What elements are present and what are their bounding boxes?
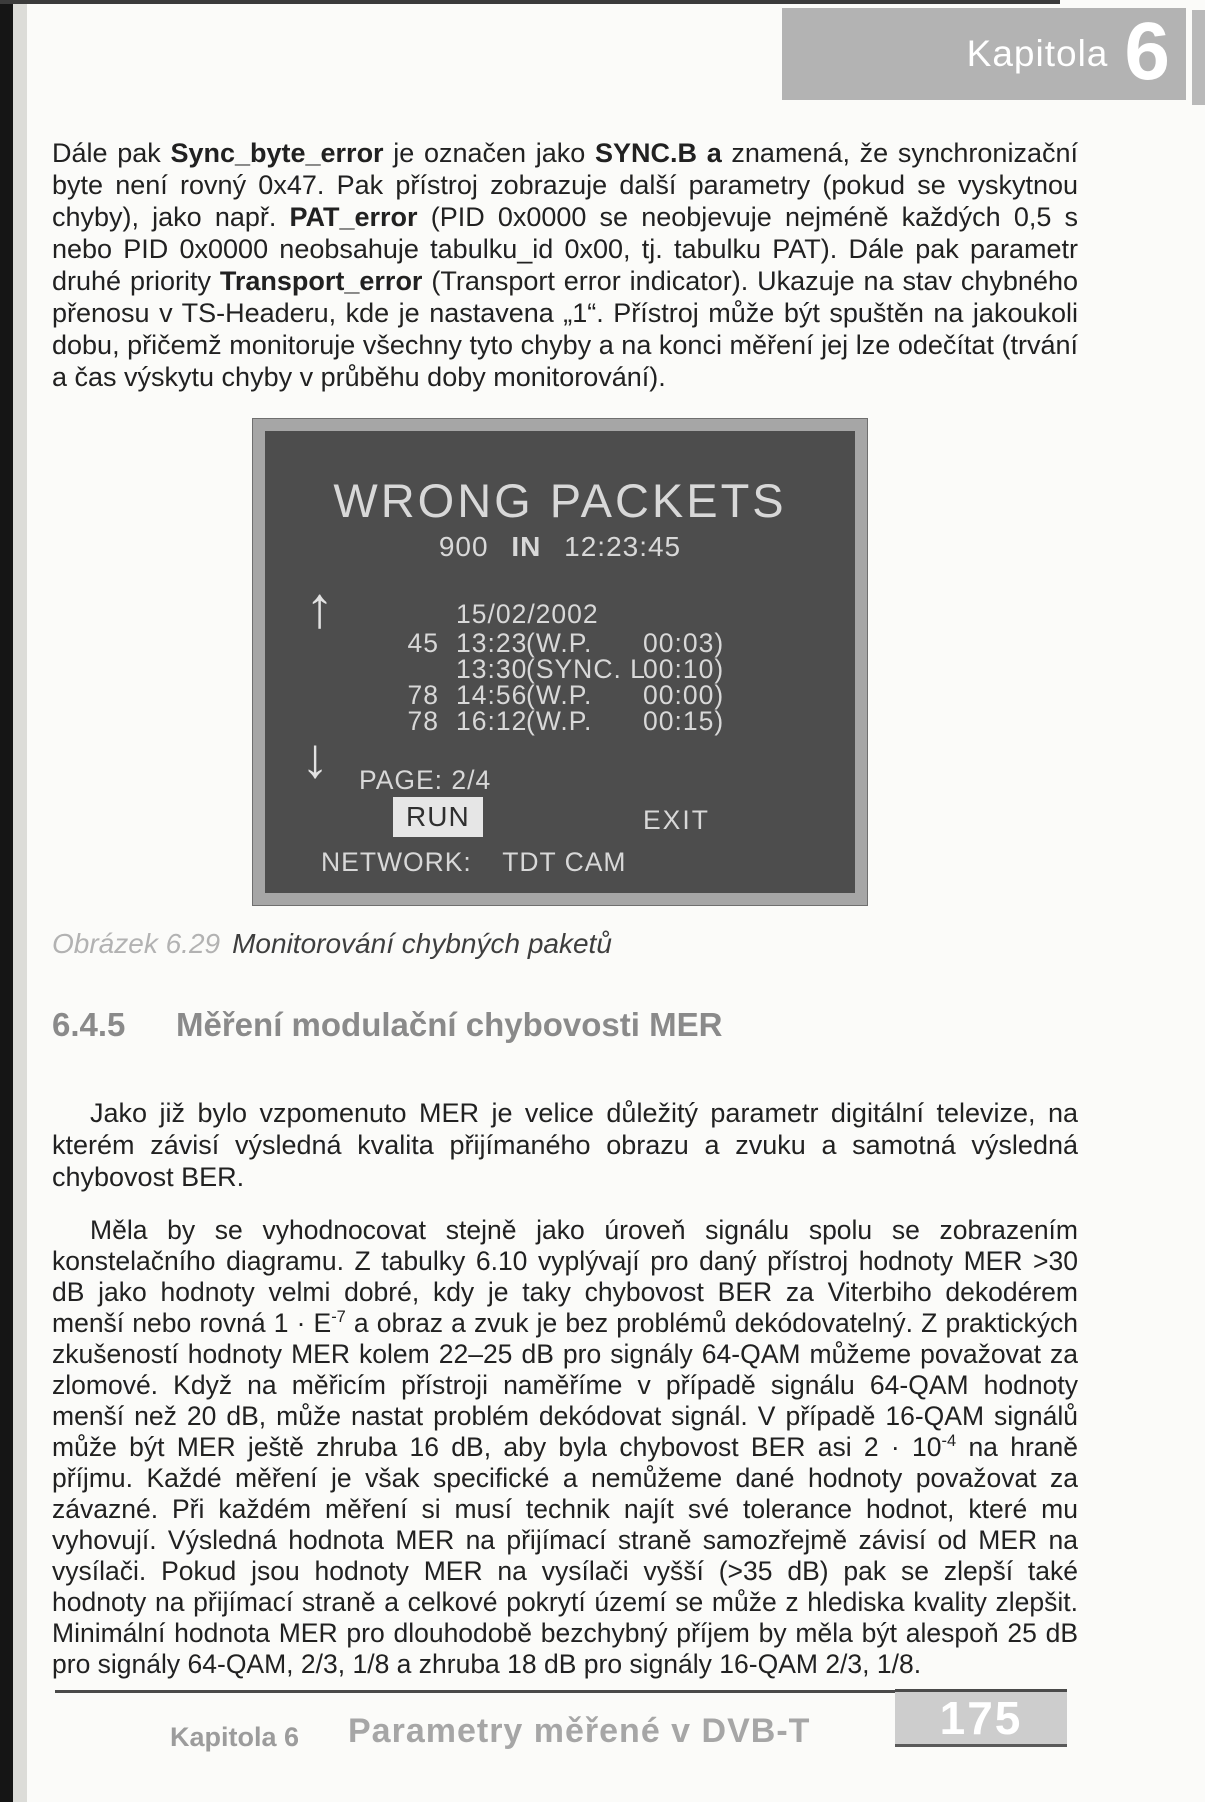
figure-caption	[52, 928, 612, 960]
device-screenshot-frame	[252, 418, 868, 906]
network-label: NETWORK:	[321, 847, 472, 877]
chapter-badge	[782, 8, 1186, 100]
up-arrow-icon: ↑	[305, 575, 334, 640]
packet-counter-line	[265, 531, 855, 563]
scan-edge-left-bar	[0, 0, 13, 1802]
row-count: 78	[407, 706, 439, 736]
section-number: 6.4.5	[52, 1006, 126, 1043]
screen-title: WRONG PACKETS	[333, 474, 787, 527]
figure-caption-text: Monitorování chybných paketů	[232, 928, 612, 959]
down-arrow-icon: ↓	[301, 726, 329, 789]
row-duration: 00:10)	[643, 654, 725, 684]
device-screen	[265, 431, 855, 893]
row-time: 13:23	[456, 628, 528, 658]
row-time: 16:12	[456, 706, 528, 736]
packet-row	[265, 628, 855, 656]
row-event: (SYNC. L	[526, 654, 646, 684]
row-duration: 00:03)	[643, 628, 725, 658]
chapter-badge-strip	[1192, 10, 1205, 105]
chapter-badge-label: Kapitola	[966, 33, 1109, 74]
packet-row	[265, 706, 855, 734]
row-time: 14:56	[456, 680, 528, 710]
page-indicator: PAGE: 2/4	[359, 765, 492, 795]
packet-row	[265, 680, 855, 708]
mer-body-paragraph: Měla by se vyhodnocovat stejně jako úroveň signálu spolu se zobrazením konstelačního diagramu. Z tabulky 6.10 vyplývají pro daný přístroj hodnoty MER >30 dB jako hodnoty velmi dobré, kdy je taky chybovost BER za Viterbiho dekodérem menší nebo rovná $1 \cdot E^{-7}$ a obraz a zvuk je bez problémů dekódovatelný. Z praktických zkušeností hodnoty MER kolem 22–25 dB pro signály 64-QAM můžeme považovat za zlomové. Když na měřicím přístroji naměříme v případě signálu 64-QAM hodnoty menší než 20 dB, může nastat problém dekódovat signál. V případě 16-QAM signálů může být MER ještě zhruba 16 dB, aby byla chybovost BER asi $2 \cdot 10^{-4}$ na hraně příjmu. Každé měření je však specifické a nemůžeme dané hodnoty považovat za závazné. Při každém měření si musí technik najít své tolerance hodnot, které mu vyhovují. Výsledná hodnota MER na přijímací straně samozřejmě závisí od MER na vysílači. Pokud jsou hodnoty MER na vysílači vyšší (>35 dB) pak se zlepší také hodnoty na přijímací straně a celkové pokrytí území se může z hlediska kvality zlepšit. Minimální hodnota MER pro dlouhodobě bezchybný příjem by měla být alespoň 25 dB pro signály 64-QAM, 2/3, 1/8 a zhruba 18 dB pro signály 16-QAM 2/3, 1/8.	[52, 1214, 1078, 1679]
counter-time: 12:23:45	[564, 531, 682, 562]
chapter-badge-number: 6	[1124, 6, 1170, 97]
scan-edge-top-line	[0, 0, 1060, 4]
intro-paragraph: Dále pak Sync_byte_error je označen jako SYNC.B a znamená, že synchronizační byte není rovný 0x47. Pak přístroj zobrazuje další parametry (pokud se vyskytnou chyby), jako např. PAT_error (PID 0x0000 se neobjevuje nejméně každých 0,5 s nebo PID 0x0000 neobsahuje tabulku_id 0x00, tj. tabulku PAT). Dále pak parametr druhé priority Transport_error (Transport error indicator). Ukazuje na stav chybného přenosu v TS-Headeru, kde je nastavena „1“. Přístroj může být spuštěn na jakoukoli dobu, přičemž monitoruje všechny tyto chyby a na konci měření jej lze odečítat (trvání a čas výskytu chyby v průběhu doby monitorování).	[52, 138, 1079, 392]
row-duration: 00:15)	[643, 706, 725, 736]
mer-intro-paragraph: Jako již bylo vzpomenuto MER je velice důležitý parametr digitální televize, na kterém závisí výsledná kvalita přijímaného obrazu a zvuku a samotná výsledná chybovost BER.	[52, 1098, 1078, 1192]
row-event: (W.P.	[526, 706, 593, 736]
packet-count: 900	[438, 531, 489, 562]
page-number-badge	[895, 1689, 1067, 1747]
page-number: 175	[939, 1692, 1023, 1744]
network-value: TDT CAM	[502, 847, 627, 877]
footer-section-title: Parametry měřené v DVB-T	[348, 1712, 811, 1750]
network-line	[321, 847, 626, 878]
footer-rule	[55, 1690, 895, 1693]
row-event: (W.P.	[526, 680, 593, 710]
row-event: (W.P.	[526, 628, 593, 658]
log-date: 15/02/2002	[456, 599, 599, 629]
run-button: RUN	[393, 797, 483, 837]
row-time: 13:30	[456, 654, 528, 684]
scan-edge-left-strip	[13, 0, 27, 1802]
section-title: Měření modulační chybovosti MER	[176, 1006, 723, 1043]
footer-chapter-label: Kapitola 6	[170, 1722, 300, 1752]
in-label: IN	[511, 531, 542, 562]
row-duration: 00:00)	[643, 680, 725, 710]
row-count: 78	[407, 680, 439, 710]
exit-button: EXIT	[643, 805, 710, 835]
packet-row	[265, 654, 855, 682]
row-count: 45	[407, 628, 439, 658]
figure-caption-number: Obrázek 6.29	[52, 928, 221, 959]
